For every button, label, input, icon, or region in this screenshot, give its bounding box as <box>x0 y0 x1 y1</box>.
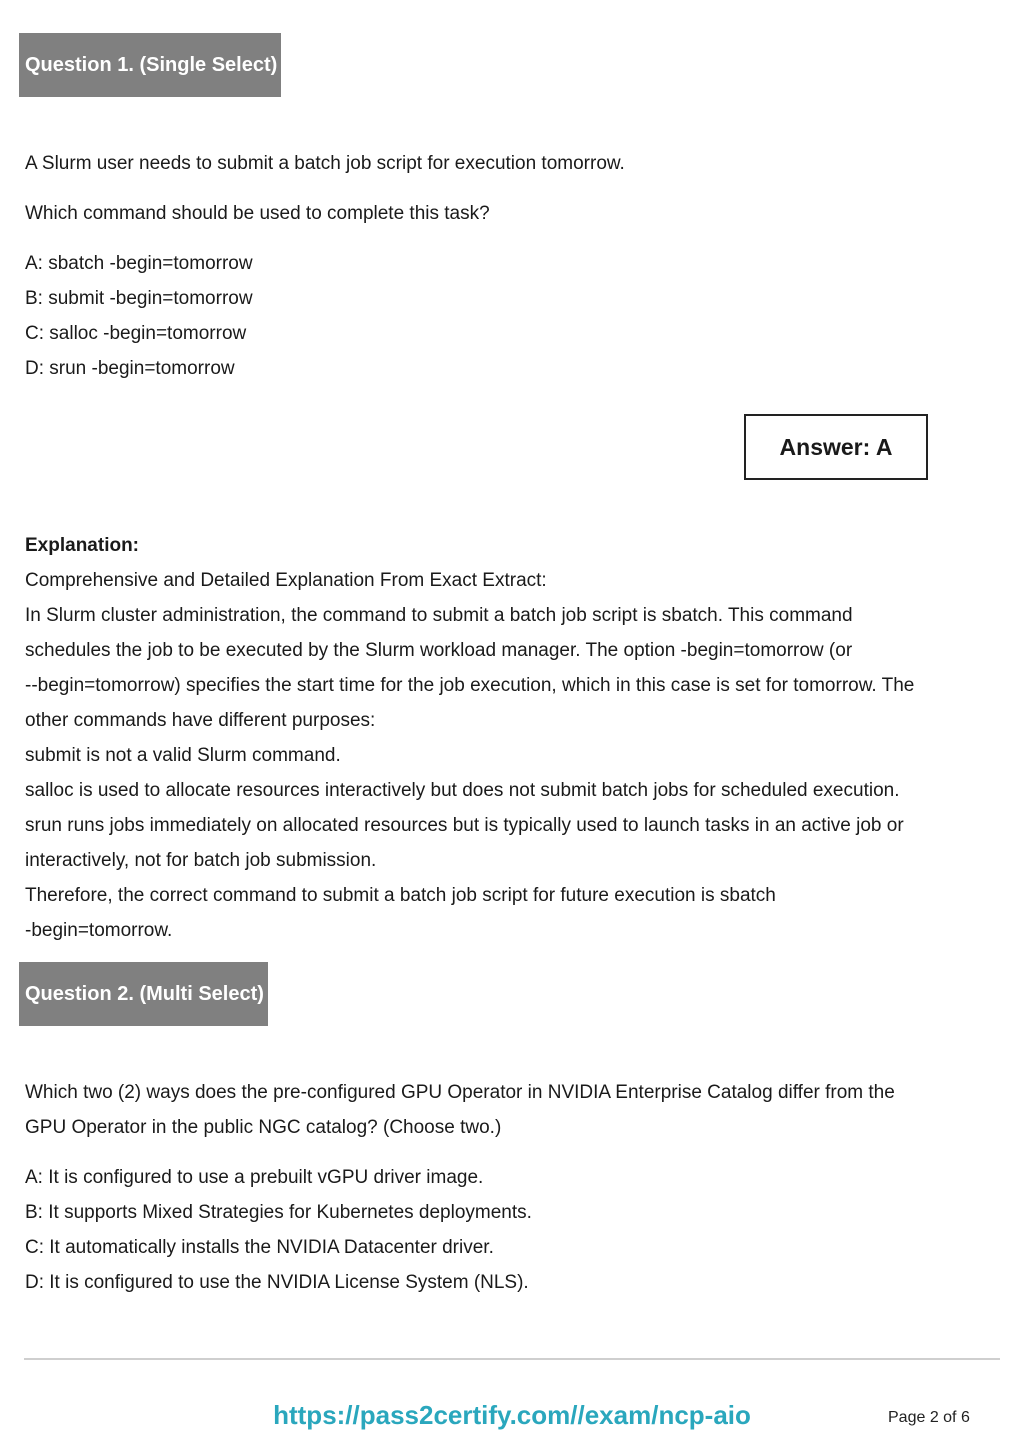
question-2-option-d: D: It is configured to use the NVIDIA License System (NLS). <box>25 1272 529 1293</box>
question-1-option-d: D: srun -begin=tomorrow <box>25 358 235 379</box>
question-2-option-a: A: It is configured to use a prebuilt vGPU driver image. <box>25 1167 484 1188</box>
question-1-option-c: C: salloc -begin=tomorrow <box>25 323 247 344</box>
footer-link[interactable]: https://pass2certify.com//exam/ncp-aio <box>273 1400 751 1430</box>
question-1-stem: A Slurm user needs to submit a batch job script for execution tomorrow. <box>25 153 625 174</box>
question-2-stem-line: GPU Operator in the public NGC catalog? (Choose two.) <box>25 1117 502 1138</box>
explanation-line: -begin=tomorrow. <box>25 920 173 941</box>
explanation-line: other commands have different purposes: <box>25 710 376 731</box>
explanation-line: --begin=tomorrow) specifies the start time for the job execution, which in this case is set for tomorrow. The <box>25 675 915 696</box>
explanation-title: Explanation: <box>25 535 140 556</box>
question-1-prompt: Which command should be used to complete this task? <box>25 203 490 224</box>
question-2-option-b: B: It supports Mixed Strategies for Kubernetes deployments. <box>25 1202 532 1223</box>
question-2-header: Question 2. (Multi Select) <box>19 962 268 1026</box>
explanation-line: Comprehensive and Detailed Explanation From Exact Extract: <box>25 570 547 591</box>
question-1-option-b: B: submit -begin=tomorrow <box>25 288 253 309</box>
explanation-line: In Slurm cluster administration, the command to submit a batch job script is sbatch. This command <box>25 605 853 626</box>
page-number: Page 2 of 6 <box>888 1409 970 1426</box>
explanation-line: Therefore, the correct command to submit a batch job script for future execution is sbatch <box>25 885 776 906</box>
question-1-header: Question 1. (Single Select) <box>19 33 281 97</box>
explanation-line: salloc is used to allocate resources interactively but does not submit batch jobs for scheduled execution. <box>25 780 900 801</box>
answer-box <box>744 414 928 480</box>
question-2-stem-line: Which two (2) ways does the pre-configured GPU Operator in NVIDIA Enterprise Catalog differ from the <box>25 1082 895 1103</box>
explanation-line: submit is not a valid Slurm command. <box>25 745 341 766</box>
explanation-line: srun runs jobs immediately on allocated resources but is typically used to launch tasks in an active job or <box>25 815 904 836</box>
answer-label: Answer: A <box>779 433 893 460</box>
explanation-line: schedules the job to be executed by the Slurm workload manager. The option -begin=tomorrow (or <box>25 640 853 661</box>
question-2-option-c: C: It automatically installs the NVIDIA Datacenter driver. <box>25 1237 494 1258</box>
question-1-option-a: A: sbatch -begin=tomorrow <box>25 253 253 274</box>
footer-divider <box>24 1358 1000 1360</box>
explanation-line: interactively, not for batch job submission. <box>25 850 377 871</box>
